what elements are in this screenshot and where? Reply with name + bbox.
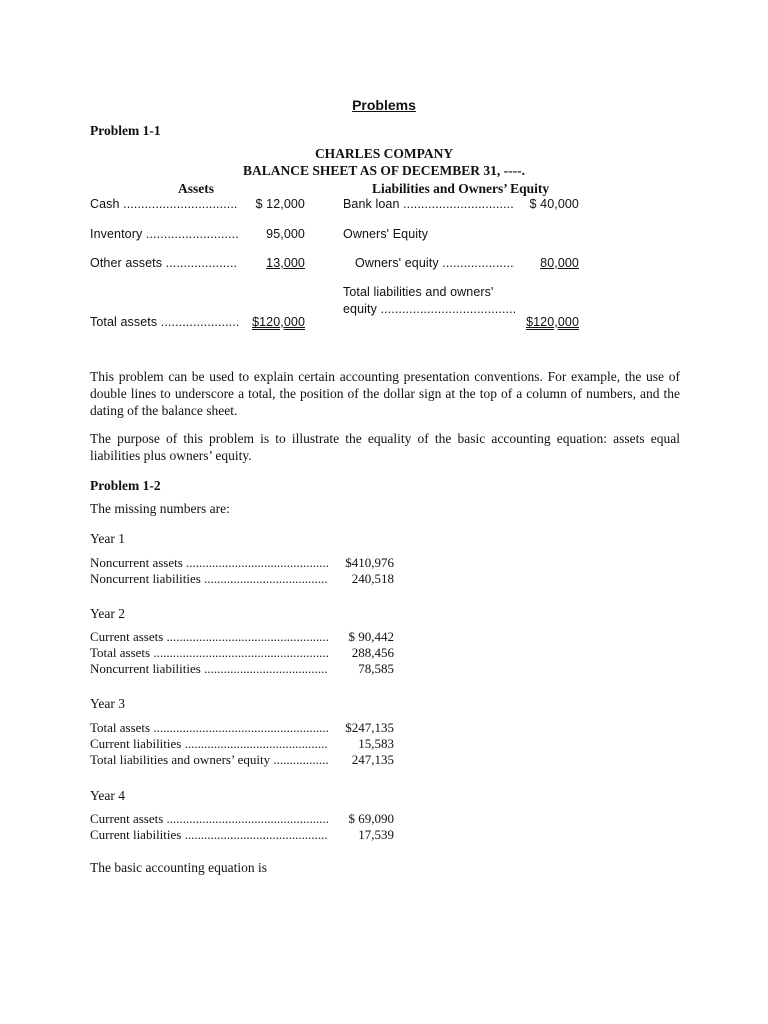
problem-1-2-label: Problem 1-2 (90, 478, 161, 493)
problem-1-2-intro: The missing numbers are: (90, 501, 230, 516)
table-row (90, 645, 394, 661)
row-value: $ 90,442 (348, 629, 394, 644)
owners-equity-value: 80,000 (540, 256, 579, 270)
problem-1-1-paragraph-2: The purpose of this problem is to illustrate the equality of the basic accounting equation: assets equal liabilities plus owners’ equity. (90, 431, 680, 463)
row-label: Current liabilities (90, 827, 182, 842)
row-value: $410,976 (345, 555, 394, 570)
liabilities-column-header: Liabilities and Owners’ Equity (372, 181, 550, 196)
total-liabilities-value: $120,000 (526, 315, 579, 329)
row-value: 240,518 (351, 571, 394, 586)
row-label: Total liabilities and owners’ equity (90, 752, 271, 767)
row-label: Total assets (90, 645, 151, 660)
owners-equity-label: Owners' equity (355, 256, 439, 270)
row-label: Noncurrent liabilities (90, 661, 201, 676)
row-label: Current assets (90, 629, 164, 644)
table-row (90, 827, 394, 843)
row-label: Noncurrent assets (90, 555, 183, 570)
row-label: Noncurrent liabilities (90, 571, 201, 586)
row-value: $ 69,090 (348, 811, 394, 826)
table-row (90, 629, 394, 645)
page-heading: Problems (352, 97, 416, 113)
asset-row-cash (90, 197, 305, 213)
assets-column-header: Assets (178, 181, 214, 196)
total-liabilities-label-line2: equity (343, 302, 377, 316)
table-row (90, 752, 394, 768)
accounting-equation-intro: The basic accounting equation is (90, 860, 267, 875)
year-1-title: Year 1 (90, 531, 126, 546)
table-row (90, 811, 394, 827)
balance-sheet-title: BALANCE SHEET AS OF DECEMBER 31, ----. (242, 163, 526, 178)
row-value: 78,585 (358, 661, 394, 676)
total-assets-label: Total assets (90, 315, 158, 329)
bank-loan-value: $ 40,000 (529, 197, 579, 211)
row-value: 247,135 (351, 752, 394, 767)
table-row (90, 555, 394, 571)
inventory-label: Inventory (90, 227, 143, 241)
year-3-title: Year 3 (90, 696, 126, 711)
liability-row-owners-equity (355, 256, 579, 272)
year-4-title: Year 4 (90, 788, 126, 803)
table-row (90, 720, 394, 736)
row-label: Current liabilities (90, 736, 182, 751)
inventory-value: 95,000 (266, 227, 305, 241)
company-name: CHARLES COMPANY (314, 146, 454, 161)
cash-label: Cash (90, 197, 120, 211)
row-value: 17,539 (358, 827, 394, 842)
row-value: 288,456 (351, 645, 394, 660)
other-assets-value: 13,000 (266, 256, 305, 270)
asset-row-total (90, 315, 305, 333)
owners-equity-header (343, 227, 579, 243)
asset-row-other (90, 256, 305, 272)
bank-loan-label: Bank loan (343, 197, 400, 211)
owners-equity-header-label: Owners' Equity (343, 227, 429, 241)
cash-value: $ 12,000 (255, 197, 305, 211)
table-row (90, 661, 394, 677)
liability-row-total-line1 (343, 285, 579, 301)
total-liabilities-label-line1: Total liabilities and owners' (343, 285, 494, 299)
row-value: $247,135 (345, 720, 394, 735)
total-assets-value: $120,000 (252, 315, 305, 329)
row-label: Current assets (90, 811, 164, 826)
other-assets-label: Other assets (90, 256, 163, 270)
row-value: 15,583 (358, 736, 394, 751)
liability-row-bank-loan (343, 197, 579, 213)
asset-row-inventory (90, 227, 305, 243)
row-label: Total assets (90, 720, 151, 735)
liability-row-total (343, 302, 579, 334)
problem-1-1-label: Problem 1-1 (90, 123, 161, 138)
table-row (90, 571, 394, 587)
year-2-title: Year 2 (90, 606, 126, 621)
table-row (90, 736, 394, 752)
problem-1-1-paragraph-1: This problem can be used to explain certain accounting presentation conventions. For example, the use of double lines to underscore a total, the position of the dollar sign at the top of a column of numbers, and the dating of the balance sheet. (90, 369, 680, 418)
